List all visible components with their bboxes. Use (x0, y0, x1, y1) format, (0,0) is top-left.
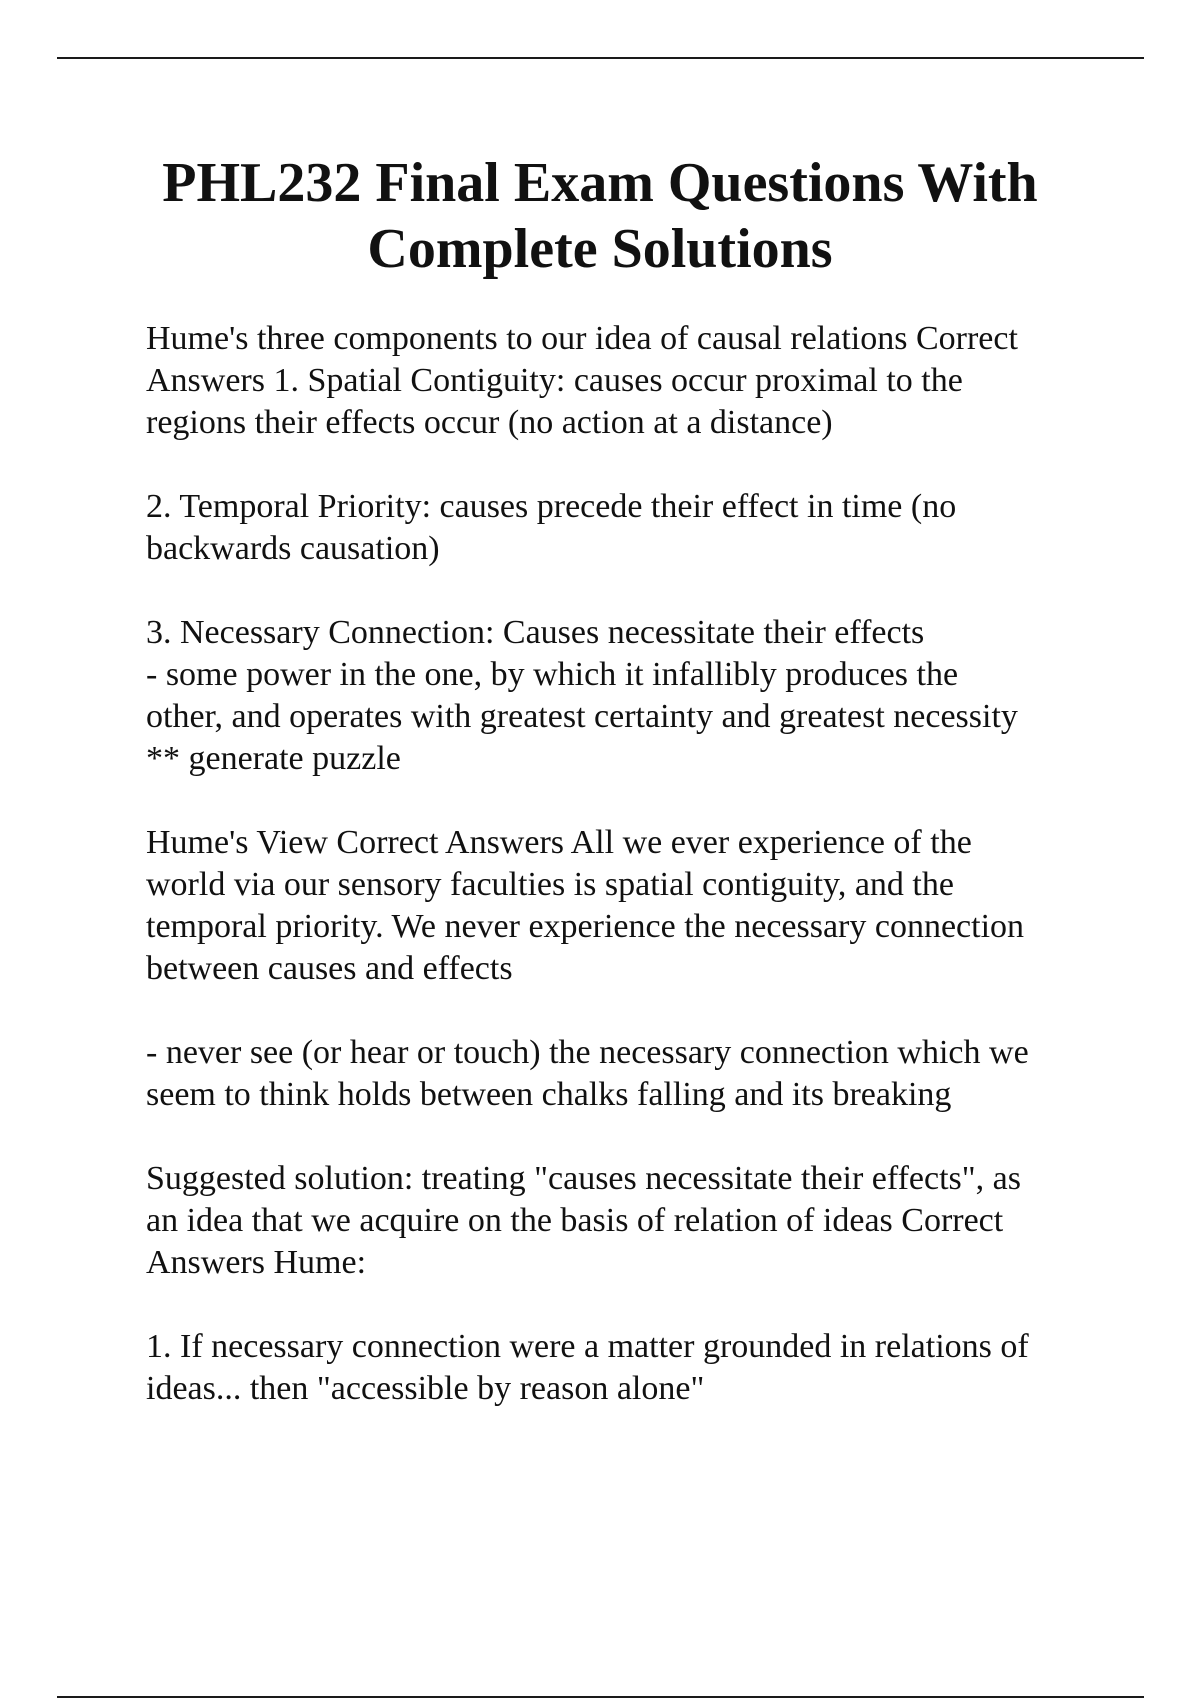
text-line: Hume's View Correct Answers All we ever experience of the (146, 824, 972, 861)
paragraph-gap (146, 444, 1146, 486)
text-line: - never see (or hear or touch) the necessary connection which we (146, 1034, 1029, 1071)
qa-block-causal-components (146, 318, 1146, 444)
text-line: Suggested solution: treating "causes necessitate their effects", as (146, 1160, 1021, 1197)
text-line: an idea that we acquire on the basis of relation of ideas Correct (146, 1202, 1004, 1239)
qa-block-suggested-solution (146, 1158, 1146, 1284)
paragraph-gap (146, 780, 1146, 822)
text-line: Hume's three components to our idea of causal relations Correct (146, 320, 1018, 357)
text-line: - some power in the one, by which it infallibly produces the (146, 656, 959, 693)
paragraph-gap (146, 1116, 1146, 1158)
text-line: Answers 1. Spatial Contiguity: causes occur proximal to the (146, 362, 963, 399)
paragraph-gap (146, 570, 1146, 612)
text-line: ** generate puzzle (146, 740, 401, 777)
top-rule (57, 57, 1144, 59)
text-line: 3. Necessary Connection: Causes necessitate their effects (146, 614, 925, 651)
text-line: world via our sensory faculties is spatial contiguity, and the (146, 866, 954, 903)
text-line: regions their effects occur (no action at a distance) (146, 404, 833, 441)
paragraph-never-see (146, 1032, 1146, 1116)
qa-block-humes-view (146, 822, 1146, 990)
paragraph-gap (146, 1284, 1146, 1326)
text-line: 1. If necessary connection were a matter grounded in relations of (146, 1328, 1029, 1365)
page-title (60, 150, 1140, 282)
paragraph-necessary-connection (146, 612, 1146, 780)
text-line: 2. Temporal Priority: causes precede their effect in time (no (146, 488, 957, 525)
text-line: other, and operates with greatest certainty and greatest necessity (146, 698, 1018, 735)
bottom-rule (57, 1696, 1144, 1698)
paragraph-gap (146, 990, 1146, 1032)
paragraph-temporal-priority (146, 486, 1146, 570)
title-line-1: PHL232 Final Exam Questions With (162, 152, 1038, 214)
text-line: seem to think holds between chalks falling and its breaking (146, 1076, 952, 1113)
text-line: ideas... then "accessible by reason alone" (146, 1370, 705, 1407)
title-line-2: Complete Solutions (367, 218, 833, 280)
text-line: between causes and effects (146, 950, 513, 987)
text-line: temporal priority. We never experience the necessary connection (146, 908, 1025, 945)
text-line: Answers Hume: (146, 1244, 367, 1281)
text-line: backwards causation) (146, 530, 440, 567)
paragraph-relations-of-ideas (146, 1326, 1146, 1410)
document-body (146, 318, 1146, 1410)
